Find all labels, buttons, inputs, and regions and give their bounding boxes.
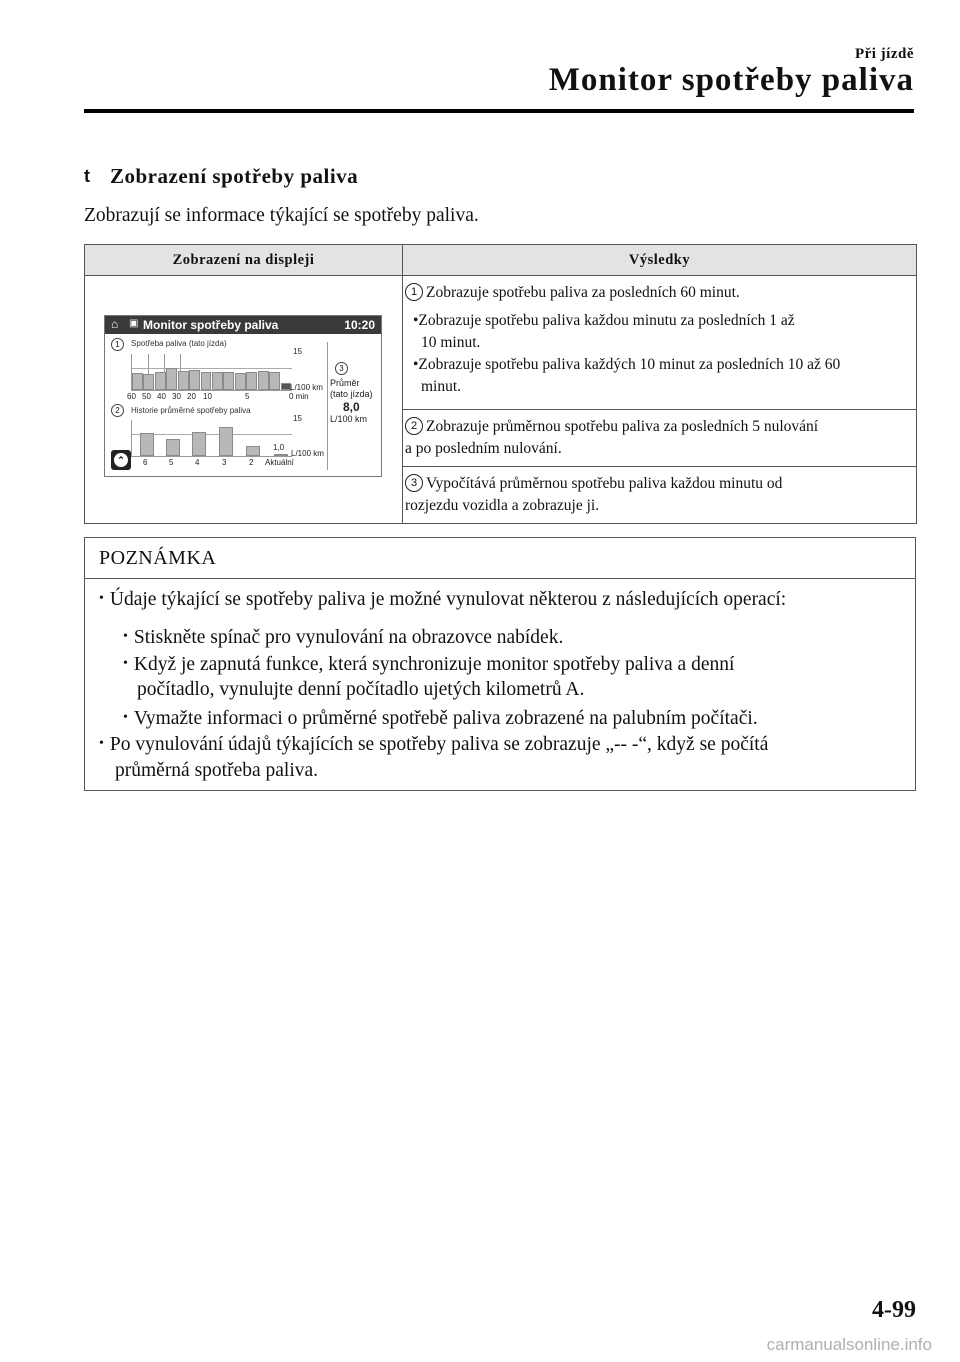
result-text-2a: Zobrazuje průměrnou spotřebu paliva za posledních 5 nulování xyxy=(426,418,819,435)
chart1-tick-label: 10 xyxy=(203,392,212,401)
note-line-5 xyxy=(99,731,768,758)
subsection-title: Zobrazení spotřeby paliva xyxy=(110,164,359,188)
chart1-bar xyxy=(143,374,154,390)
col-results-header: Výsledky xyxy=(403,245,917,276)
display-cell xyxy=(85,276,403,524)
chart1-bar xyxy=(189,370,200,390)
result-cell-3 xyxy=(403,467,917,524)
chart1-tick-label: 50 xyxy=(142,392,151,401)
avg-sublabel: (tato jízda) xyxy=(330,389,373,399)
chart2-tick-label: 3 xyxy=(222,458,227,467)
result-sub-1b: 10 minut. xyxy=(421,334,481,351)
chart1-bar xyxy=(212,372,223,390)
chart1-bar xyxy=(246,372,257,390)
result-cell-2 xyxy=(403,410,917,467)
note-line-4 xyxy=(123,705,758,732)
col-display-header: Zobrazení na displeji xyxy=(85,245,403,276)
chart2-tick-label: 5 xyxy=(169,458,174,467)
chart1-bar xyxy=(269,372,280,390)
note-line-5b: průměrná spotřeba paliva. xyxy=(115,760,319,781)
subsection-marker-icon: t xyxy=(84,166,90,186)
note-heading: POZNÁMKA xyxy=(85,538,915,579)
chart1-tick-label: 5 xyxy=(245,392,250,401)
chart2-ymax: 15 xyxy=(293,414,302,423)
chart1-ymax: 15 xyxy=(293,347,302,356)
chart2-bar xyxy=(166,439,180,456)
screen-title: Monitor spotřeby paliva xyxy=(143,318,279,332)
section-label: Při jízdě xyxy=(854,46,914,62)
chart2-label: Historie průměrné spotřeby paliva xyxy=(131,406,251,415)
home-icon: ⌂ xyxy=(111,317,119,331)
screen-clock: 10:20 xyxy=(344,318,375,332)
chart2-bar xyxy=(192,432,206,456)
chart1-bar xyxy=(178,371,189,390)
note-line-1 xyxy=(99,586,786,613)
chart1-gridline xyxy=(132,368,292,369)
chart1-bar xyxy=(166,368,177,390)
document-icon: ▣ xyxy=(129,318,139,329)
results-table xyxy=(84,244,917,524)
result-number-2: 2 xyxy=(405,417,423,435)
chart2-bar xyxy=(274,454,288,456)
result-text-1: Zobrazuje spotřebu paliva za posledních 60 minut. xyxy=(426,284,740,301)
back-icon: ⌃ xyxy=(114,453,128,467)
note-text-2: Stiskněte spínač pro vynulování na obrazovce nabídek. xyxy=(133,627,564,648)
avg-value: 8,0 xyxy=(343,400,360,414)
bullet-icon: • xyxy=(99,591,104,606)
result-text-3b: rozjezdu vozidla a zobrazuje ji. xyxy=(405,497,600,514)
chart1-tick-label: 30 xyxy=(172,392,181,401)
chart1-label: Spotřeba paliva (tato jízda) xyxy=(131,339,227,348)
chart2-tick-label: 4 xyxy=(195,458,200,467)
chart2-tick-label: 2 xyxy=(249,458,254,467)
chart2-tick-label: 6 xyxy=(143,458,148,467)
chart2-bar xyxy=(219,427,233,456)
note-line-2 xyxy=(123,624,563,651)
note-line-3b: počítadlo, vynulujte denní počítadlo ujetých kilometrů A. xyxy=(137,679,585,700)
callout-1: 1 xyxy=(111,338,124,351)
chart2-current-label: Aktuální xyxy=(265,458,294,467)
chart2-bar xyxy=(140,433,154,456)
bullet-icon: • xyxy=(99,736,104,751)
avg-unit: L/100 km xyxy=(330,414,368,424)
screen-divider xyxy=(327,342,328,470)
result-sub-2b: minut. xyxy=(421,378,462,395)
chart1-bar xyxy=(258,371,269,390)
note-text-5a: Po vynulování údajů týkajících se spotřeby paliva se zobrazuje „-- -“, když se počítá xyxy=(109,734,769,755)
chart1-bar xyxy=(132,373,143,390)
chart1-bar xyxy=(201,372,212,390)
chart1-tick-label: 20 xyxy=(187,392,196,401)
callout-3: 3 xyxy=(335,362,348,375)
result-text-3a: Vypočítává průměrnou spotřebu paliva každou minutu od xyxy=(426,475,783,492)
table-row xyxy=(85,276,917,410)
chart1-zero: 0 min xyxy=(289,392,309,401)
note-text-4: Vymažte informaci o průměrné spotřebě paliva zobrazené na palubním počítači. xyxy=(133,708,758,729)
note-text-1: Údaje týkající se spotřeby paliva je možné vynulovat některou z následujících operací: xyxy=(109,589,787,610)
chart1-unit: L/100 km xyxy=(290,383,323,392)
note-text-3a: Když je zapnutá funkce, která synchronizuje monitor spotřeby paliva a denní xyxy=(133,654,735,675)
bullet-icon: • xyxy=(123,656,128,671)
note-line-3 xyxy=(123,651,734,678)
bullet-icon: • xyxy=(123,710,128,725)
table-header-row xyxy=(85,245,917,276)
chart1-tick-label: 60 xyxy=(127,392,136,401)
avg-label: Průměr xyxy=(330,378,360,388)
result-sub-1a: •Zobrazuje spotřebu paliva každou minutu za posledních 1 až xyxy=(413,312,795,329)
chart1-bar xyxy=(235,373,246,390)
page-number: 4-99 xyxy=(872,1297,916,1323)
header-rule xyxy=(84,109,914,113)
chart1-bar xyxy=(223,372,234,390)
result-cell-1 xyxy=(403,276,917,410)
result-number-3: 3 xyxy=(405,474,423,492)
screen-title-bar xyxy=(105,316,381,334)
page-title: Monitor spotřeby paliva xyxy=(548,62,914,98)
chart2-plot xyxy=(131,420,292,457)
bullet-icon: • xyxy=(123,629,128,644)
display-screen-illustration xyxy=(104,315,382,477)
chart1-bar xyxy=(155,372,166,390)
chart1-plot xyxy=(131,354,292,391)
chart2-gridline xyxy=(132,434,292,435)
note-box xyxy=(84,537,916,791)
chart2-bar xyxy=(246,446,260,456)
back-button[interactable] xyxy=(111,450,131,470)
result-number-1: 1 xyxy=(405,283,423,301)
chart1-tick-label: 40 xyxy=(157,392,166,401)
result-text-2b: a po posledním nulování. xyxy=(405,440,562,457)
callout-2: 2 xyxy=(111,404,124,417)
result-sub-2a: •Zobrazuje spotřebu paliva každých 10 minut za posledních 10 až 60 xyxy=(413,356,841,373)
watermark: carmanualsonline.info xyxy=(766,1335,932,1354)
chart2-unit: L/100 km xyxy=(291,449,324,458)
intro-text: Zobrazují se informace týkající se spotřeby paliva. xyxy=(84,205,479,226)
chart2-current-value: 1,0 xyxy=(273,443,285,452)
